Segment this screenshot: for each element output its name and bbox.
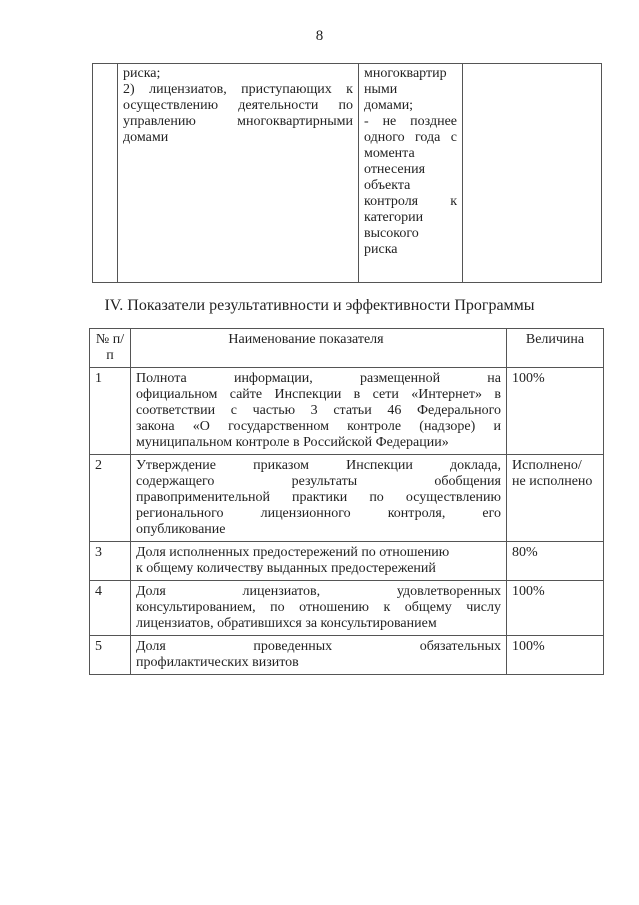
text-line: управлению многоквартирными: [123, 114, 353, 129]
table-cell: [359, 64, 463, 283]
text-line: опубликование: [136, 522, 226, 537]
text-line: регионального лицензионного контроля, его: [136, 506, 501, 521]
table-row: [93, 64, 602, 283]
table-row: [90, 368, 604, 455]
text-line: Доля проведенных обязательных: [136, 639, 501, 654]
text-line: правоприменительной практики по осуществлению: [136, 490, 501, 505]
text-line: риска: [364, 242, 398, 257]
text-line: домами;: [364, 98, 414, 113]
text-line: Утверждение приказом Инспекции доклада,: [136, 458, 501, 473]
row-num: 5: [90, 636, 131, 675]
table-row: [90, 636, 604, 675]
row-num: 1: [90, 368, 131, 455]
text-line: 2) лицензиатов, приступающих к: [123, 82, 353, 97]
text-line: контроля к: [364, 194, 457, 209]
row-value: 100%: [507, 368, 604, 455]
table-cell: [118, 64, 359, 283]
indicators-table: [89, 328, 604, 675]
row-name: [131, 455, 507, 542]
continuation-table: [92, 63, 602, 283]
row-value: Исполнено/ не исполнено: [507, 455, 604, 542]
row-num: 2: [90, 455, 131, 542]
text-line: Доля исполненных предостережений по отношению: [136, 545, 450, 560]
row-name: [131, 581, 507, 636]
text-line: содержащего результаты обобщения: [136, 474, 501, 489]
text-line: отнесения: [364, 162, 426, 177]
text-line: к общему количеству выданных предостережений: [136, 561, 436, 576]
table-cell: [463, 64, 602, 283]
text-line: профилактических визитов: [136, 655, 299, 670]
text-line: осуществлению деятельности по: [123, 98, 353, 113]
text-line: - не позднее: [364, 114, 457, 129]
text-line: консультированием, по отношению к общему числу: [136, 600, 501, 615]
row-name: [131, 542, 507, 581]
row-name: [131, 368, 507, 455]
row-num: 3: [90, 542, 131, 581]
text-line: ными: [364, 82, 398, 97]
table-row: [90, 455, 604, 542]
text-line: объекта: [364, 178, 411, 193]
text-line: момента: [364, 146, 415, 161]
text-line: муниципальном контроле в Российской Федерации»: [136, 435, 449, 450]
text-line: Полнота информации, размещенной на: [136, 371, 501, 386]
text-line: домами: [123, 130, 169, 145]
row-num: 4: [90, 581, 131, 636]
text-line: соответствии с частью 3 статьи 46 Федерального: [136, 403, 501, 418]
table-row: [90, 542, 604, 581]
row-value: 80%: [507, 542, 604, 581]
text-line: категории: [364, 210, 424, 225]
header-value: Величина: [507, 329, 604, 368]
header-name: Наименование показателя: [131, 329, 507, 368]
row-value: 100%: [507, 581, 604, 636]
text-line: Доля лицензиатов, удовлетворенных: [136, 584, 501, 599]
text-line: закона «О государственном контроле (надзоре) и: [136, 419, 501, 434]
text-line: риска;: [123, 66, 161, 81]
table-row: [90, 581, 604, 636]
text-line: официальном сайте Инспекции в сети «Интернет» в: [136, 387, 501, 402]
text-line: лицензиатов, обратившихся за консультированием: [136, 616, 437, 631]
text-line: одного года с: [364, 130, 457, 145]
header-row: [90, 329, 604, 368]
header-num: № п/п: [90, 329, 131, 368]
row-value: 100%: [507, 636, 604, 675]
table-cell: [93, 64, 118, 283]
text-line: многоквартир: [364, 66, 447, 81]
page-number: 8: [315, 28, 324, 44]
section-title: IV. Показатели результативности и эффективности Программы: [104, 297, 535, 314]
text-line: высокого: [364, 226, 419, 241]
row-name: [131, 636, 507, 675]
